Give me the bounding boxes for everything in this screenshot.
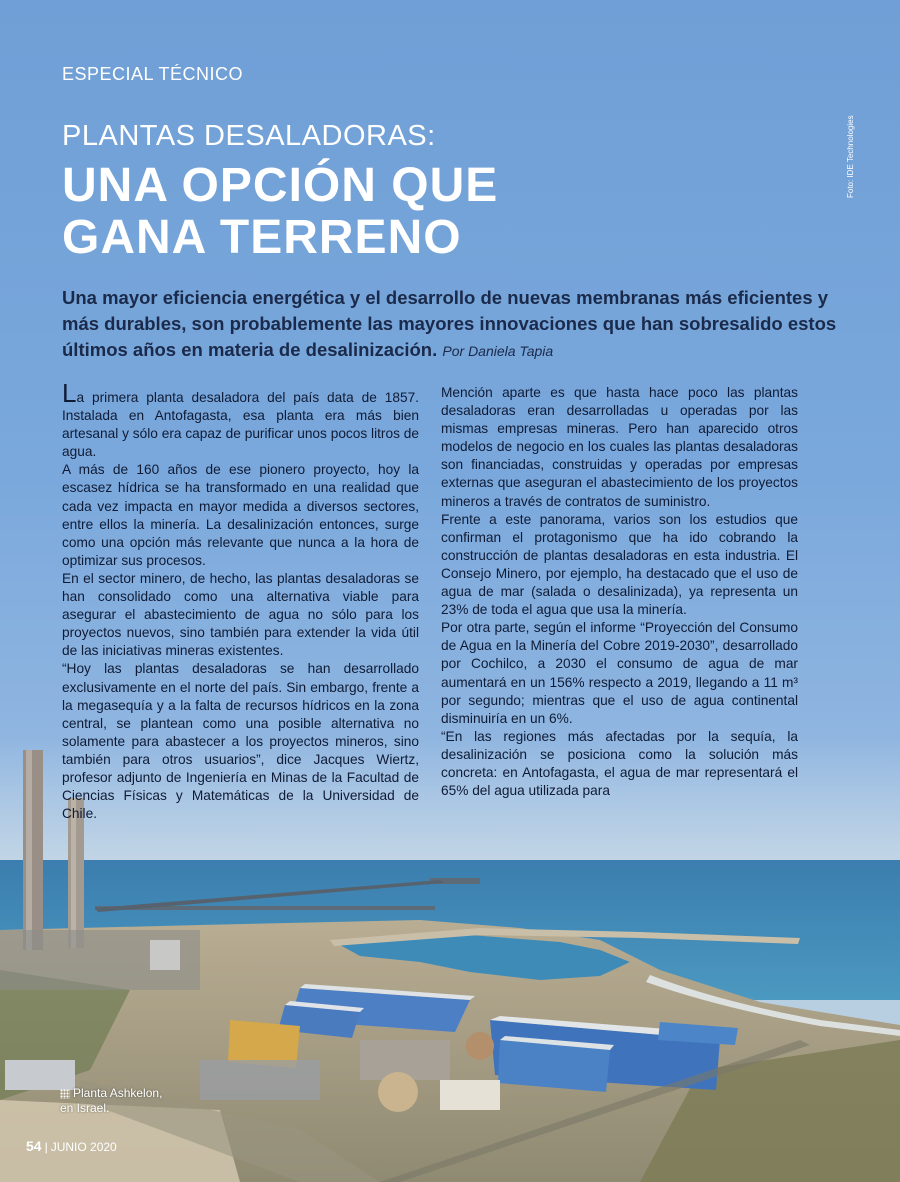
paragraph: “En las regiones más afectadas por la sequía, la desalinización se posiciona como la solución más concreta: en Antofagasta, el agua de mar representará el 65% del agua utilizada para xyxy=(441,728,798,799)
paragraph: Frente a este panorama, varios son los estudios que confirman el protagonismo que ha ido cobrando la construcción de plantas desaladoras en esta industria. El Consejo Minero, por ejemplo, ha destacado que el uso de agua de mar (salada o desalinizada), ya representa un 23% de toda el agua que usa la minería. xyxy=(441,511,798,618)
article-kicker: PLANTAS DESALADORAS: xyxy=(62,120,436,152)
drop-cap: L xyxy=(62,378,77,408)
deck-text: Una mayor eficiencia energética y el desarrollo de nuevas membranas más eficientes y más durables, son probablemente las mayores innovaciones que han sobresalido estos últimos años en materia de desalinización. xyxy=(62,287,837,360)
caption-line: Planta Ashkelon, xyxy=(73,1086,163,1100)
section-tag: ESPECIAL TÉCNICO xyxy=(62,64,244,84)
footer-separator: | xyxy=(44,1140,48,1154)
paragraph: En el sector minero, de hecho, las plantas desaladoras se han consolidado como una alternativa viable para asegurar el abastecimiento de agua no sólo para los proyectos nuevos, sino también para extender la vida útil de las iniciativas mineras existentes. xyxy=(62,570,419,659)
body-column-right xyxy=(441,384,798,800)
headline-line: GANA TERRENO xyxy=(62,211,462,264)
paragraph: A más de 160 años de ese pionero proyecto, hoy la escasez hídrica se ha transformado en una realidad que cada vez impacta en mayor medida a diversos sectores, entre ellos la minería. La desalinización entonces, surge como una opción más relevante que nunca a la hora de optimizar sus procesos. xyxy=(62,462,419,568)
paragraph xyxy=(62,378,419,461)
byline: Por Daniela Tapia xyxy=(442,343,554,359)
headline-line: UNA OPCIÓN QUE xyxy=(62,159,499,212)
photo-credit-text: Foto: IDE Technologies xyxy=(846,115,855,198)
page-footer xyxy=(26,1138,117,1154)
paragraph: “Hoy las plantas desaladoras se han desarrollado exclusivamente en el norte del país. Sin embargo, frente a la megasequía y a la falta de recursos hídricos en la zona central, se plantean como una posible alternativa no solamente para abastecer a los proyectos mineros, sino también para otros usuarios”, dice Jacques Wiertz, profesor adjunto de Ingeniería en Minas de la Facultad de Ciencias Físicas y Matemáticas de la Universidad de Chile. xyxy=(62,661,419,822)
paragraph-text: a primera planta desaladora del país data de 1857. Instalada en Antofagasta, esa planta era más bien artesanal y sólo era capaz de purificar unos pocos litros de agua. xyxy=(62,390,419,460)
photo-credit xyxy=(846,68,860,198)
body-column-left xyxy=(62,378,419,823)
paragraph: Por otra parte, según el informe “Proyección del Consumo de Agua en la Minería del Cobre 2019-2030”, desarrollado por Cochilco, a 2030 el consumo de agua de mar aumentará en un 156% respecto a 2019, llegando a 11 m³ por segundo; mientras que el uso de agua continental disminuiría en un 6%. xyxy=(441,620,798,726)
paragraph: Mención aparte es que hasta hace poco las plantas desaladoras eran desarrolladas u operadas por las mismas empresas mineras. Pero han aparecido otros modelos de negocio en los cuales las plantas desaladoras son financiadas, construidas y operadas por empresas externas que aseguran el abastecimiento de los proyectos mineros a través de contratos de suministro. xyxy=(441,385,798,509)
issue-date: JUNIO 2020 xyxy=(50,1140,117,1154)
article-headline xyxy=(62,160,822,264)
caption-line: en Israel. xyxy=(60,1101,110,1115)
article-deck xyxy=(62,285,842,364)
page-number: 54 xyxy=(26,1138,42,1154)
photo-caption xyxy=(60,1086,162,1116)
caption-dots-icon xyxy=(60,1089,70,1099)
